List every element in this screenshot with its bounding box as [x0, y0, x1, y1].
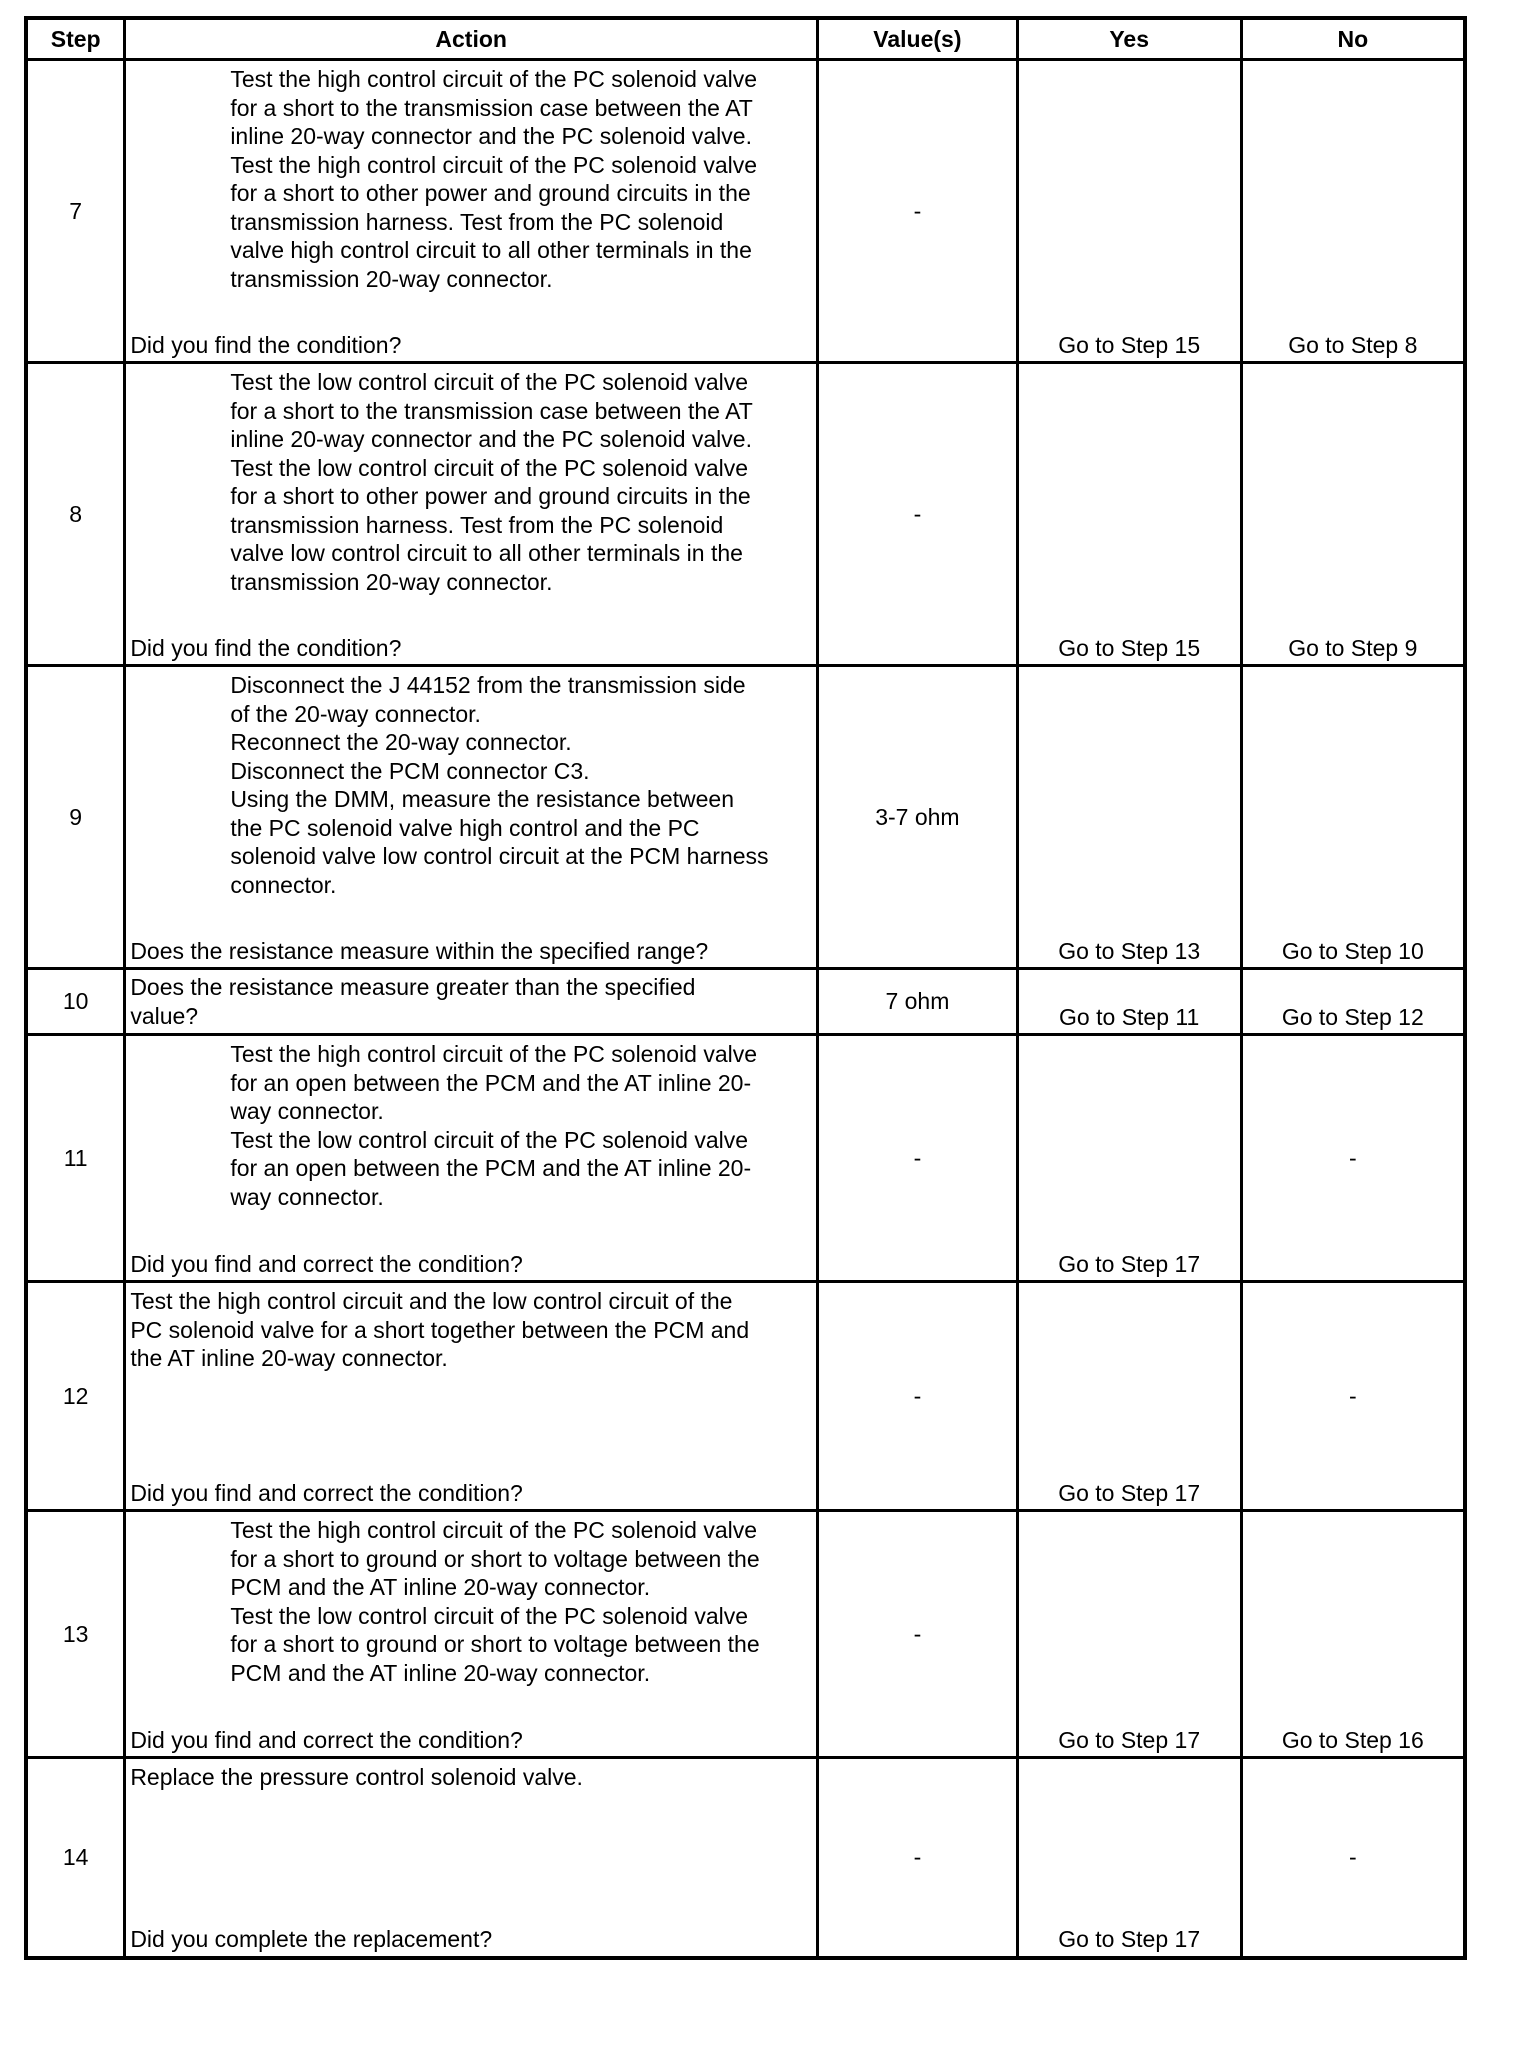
- header-no: No: [1241, 18, 1465, 60]
- action-line: inline 20-way connector and the PC solenoid valve.: [230, 123, 752, 149]
- value-cell: 3-7 ohm: [818, 666, 1018, 969]
- action-line: Disconnect the PCM connector C3.: [230, 757, 590, 784]
- no-cell: [1241, 1511, 1465, 1758]
- no-destination: Go to Step 9: [1288, 634, 1418, 661]
- action-question: Does the resistance measure greater than the specified: [130, 974, 696, 1000]
- action-line: of the 20-way connector.: [230, 700, 481, 727]
- no-cell: [1241, 666, 1465, 969]
- header-yes: Yes: [1017, 18, 1241, 60]
- action-line: transmission harness. Test from the PC solenoid: [230, 511, 724, 538]
- yes-destination: Go to Step 17: [1058, 1250, 1201, 1277]
- value-cell: -: [818, 1035, 1018, 1282]
- action-question: Did you find the condition?: [130, 634, 402, 661]
- step-number: 12: [26, 1282, 125, 1511]
- action-line: Replace the pressure control solenoid valve.: [130, 1764, 583, 1790]
- step-number: 9: [26, 666, 125, 969]
- action-question: Does the resistance measure within the specified range?: [130, 937, 709, 964]
- action-line: solenoid valve low control circuit at the PCM harness: [230, 843, 769, 869]
- action-line: Test the low control circuit of the PC solenoid valve: [230, 454, 749, 481]
- action-instructions: [230, 1516, 812, 1687]
- yes-destination: Go to Step 17: [1058, 1926, 1201, 1952]
- no-cell: [1241, 60, 1465, 363]
- header-row: [26, 18, 1465, 60]
- action-line: PC solenoid valve for a short together between the PCM and: [130, 1316, 750, 1343]
- action-line: valve high control circuit to all other terminals in the: [230, 237, 752, 263]
- action-line: transmission 20-way connector.: [230, 568, 553, 595]
- no-destination: Go to Step 12: [1281, 1003, 1424, 1030]
- action-line: transmission harness. Test from the PC solenoid: [230, 208, 724, 235]
- action-question: Did you find and correct the condition?: [130, 1479, 523, 1506]
- step-number: 10: [26, 969, 125, 1035]
- action-line: Test the low control circuit of the PC solenoid valve: [230, 369, 749, 395]
- no-destination: Go to Step 10: [1281, 937, 1424, 964]
- value-cell: -: [818, 363, 1018, 666]
- action-cell: [125, 60, 818, 363]
- table-row: [26, 1511, 1465, 1758]
- action-line: for an open between the PCM and the AT inline 20-: [230, 1069, 752, 1096]
- yes-cell: [1017, 1282, 1241, 1511]
- action-cell: [125, 1035, 818, 1282]
- value-cell: -: [818, 1758, 1018, 1958]
- action-cell: [125, 969, 818, 1035]
- yes-cell: [1017, 1035, 1241, 1282]
- no-destination: -: [1348, 1382, 1357, 1409]
- no-cell: [1241, 1035, 1465, 1282]
- action-line: for a short to the transmission case between the AT: [230, 397, 753, 424]
- action-instructions: [230, 671, 812, 899]
- action-line: the AT inline 20-way connector.: [130, 1345, 448, 1371]
- action-question: value?: [130, 1002, 199, 1029]
- value-cell: -: [818, 1511, 1018, 1758]
- yes-cell: [1017, 666, 1241, 969]
- yes-destination: Go to Step 15: [1058, 634, 1201, 661]
- action-line: Using the DMM, measure the resistance between: [230, 786, 734, 812]
- table-row: [26, 1035, 1465, 1282]
- action-instructions: [230, 368, 812, 596]
- no-destination: -: [1348, 1844, 1357, 1870]
- table-row: [26, 60, 1465, 363]
- step-number: 13: [26, 1511, 125, 1758]
- action-cell: [125, 666, 818, 969]
- action-cell: [125, 1282, 818, 1511]
- no-destination: Go to Step 8: [1288, 331, 1418, 358]
- action-instructions: [230, 65, 812, 293]
- action-line: for a short to other power and ground circuits in the: [230, 483, 751, 509]
- action-question: Did you find the condition?: [130, 331, 402, 358]
- action-line: for a short to ground or short to voltage between the: [230, 1631, 760, 1657]
- action-line: Test the low control circuit of the PC solenoid valve: [230, 1602, 749, 1629]
- action-line: connector.: [230, 871, 337, 898]
- action-line: Test the high control circuit of the PC solenoid valve: [230, 1517, 758, 1543]
- table-row: [26, 1758, 1465, 1958]
- no-cell: [1241, 969, 1465, 1035]
- action-line: Reconnect the 20-way connector.: [230, 729, 572, 755]
- action-line: Test the high control circuit and the low control circuit of the: [130, 1288, 733, 1314]
- action-line: the PC solenoid valve high control and the PC: [230, 814, 700, 841]
- table-row: [26, 969, 1465, 1035]
- action-line: PCM and the AT inline 20-way connector.: [230, 1659, 651, 1686]
- step-number: 14: [26, 1758, 125, 1958]
- no-cell: [1241, 363, 1465, 666]
- table-row: [26, 1282, 1465, 1511]
- action-line: valve low control circuit to all other terminals in the: [230, 540, 743, 566]
- yes-destination: Go to Step 15: [1058, 331, 1201, 358]
- yes-cell: [1017, 969, 1241, 1035]
- action-instructions: [130, 1763, 812, 1792]
- action-line: inline 20-way connector and the PC solenoid valve.: [230, 426, 752, 452]
- action-line: transmission 20-way connector.: [230, 265, 553, 292]
- header-action: Action: [125, 18, 818, 60]
- yes-cell: [1017, 1511, 1241, 1758]
- yes-destination: Go to Step 17: [1058, 1726, 1201, 1753]
- action-line: for a short to the transmission case between the AT: [230, 94, 753, 121]
- action-question: Did you complete the replacement?: [130, 1926, 493, 1952]
- table-row: [26, 666, 1465, 969]
- action-line: Test the high control circuit of the PC solenoid valve: [230, 1041, 758, 1067]
- yes-cell: [1017, 60, 1241, 363]
- action-line: for a short to other power and ground circuits in the: [230, 180, 751, 206]
- value-cell: -: [818, 1282, 1018, 1511]
- action-instructions: [230, 1040, 812, 1211]
- action-cell: [125, 1511, 818, 1758]
- action-instructions: [130, 1287, 812, 1373]
- step-number: 7: [26, 60, 125, 363]
- no-destination: -: [1348, 1144, 1357, 1171]
- yes-destination: Go to Step 13: [1058, 937, 1201, 964]
- no-destination: Go to Step 16: [1281, 1726, 1424, 1753]
- action-line: way connector.: [230, 1098, 384, 1124]
- step-number: 8: [26, 363, 125, 666]
- action-line: Disconnect the J 44152 from the transmission side: [230, 672, 746, 698]
- action-line: for a short to ground or short to voltage between the: [230, 1545, 760, 1572]
- value-cell: 7 ohm: [818, 969, 1018, 1035]
- value-cell: -: [818, 60, 1018, 363]
- diagnostic-table: [24, 16, 1467, 1960]
- no-cell: [1241, 1758, 1465, 1958]
- header-values: Value(s): [818, 18, 1018, 60]
- action-line: Test the high control circuit of the PC solenoid valve: [230, 66, 758, 92]
- yes-destination: Go to Step 17: [1058, 1479, 1201, 1506]
- header-step: Step: [26, 18, 125, 60]
- action-line: Test the low control circuit of the PC solenoid valve: [230, 1126, 749, 1153]
- action-line: PCM and the AT inline 20-way connector.: [230, 1574, 651, 1600]
- yes-cell: [1017, 363, 1241, 666]
- no-cell: [1241, 1282, 1465, 1511]
- action-line: for an open between the PCM and the AT inline 20-: [230, 1155, 752, 1181]
- table-row: [26, 363, 1465, 666]
- action-question: Did you find and correct the condition?: [130, 1250, 523, 1277]
- step-number: 11: [26, 1035, 125, 1282]
- action-cell: [125, 363, 818, 666]
- action-line: way connector.: [230, 1183, 384, 1210]
- action-line: Test the high control circuit of the PC solenoid valve: [230, 151, 758, 178]
- yes-cell: [1017, 1758, 1241, 1958]
- action-question: Did you find and correct the condition?: [130, 1726, 523, 1753]
- yes-destination: Go to Step 11: [1059, 1003, 1200, 1030]
- action-cell: [125, 1758, 818, 1958]
